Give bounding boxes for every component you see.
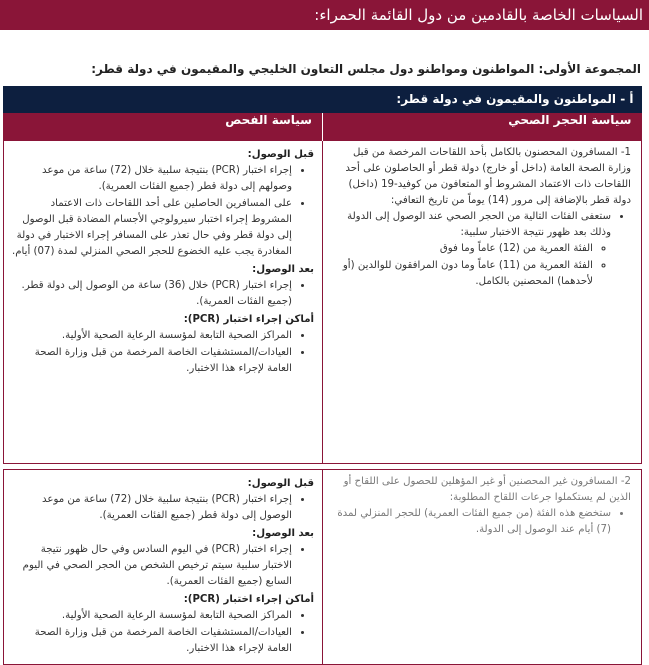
list-item: ◦ الفئة العمرية من (12) عاماً وما فوق	[331, 241, 593, 257]
list-item: • ستعفى الفئات التالية من الحجر الصحي عند الوصول إلى الدولة وذلك بعد ظهور نتيجة الاختبار سلبية: ◦ الفئة العمرية من (12) عاماً وما فوق ◦ الفئة العمرية من (11) عاماً وما دون المرافقون للوالدين (أو لأحدهما) المحصنين بالكامل.	[331, 209, 611, 290]
page-title-banner: السياسات الخاصة بالقادمين من دول القائمة الحمراء:	[0, 0, 649, 30]
list-item: • ستخضع هذه الفئة (من جميع الفئات العمرية) للحجر المنزلي لمدة (7) أيام عند الوصول إلى الدولة.	[331, 506, 611, 538]
col-header-quarantine: سياسة الحجر الصحي	[323, 113, 642, 141]
testing-cell	[3, 470, 322, 665]
list-item: • العيادات/المستشفيات الخاصة المرخصة من قبل وزارة الصحة العامة لإجراء هذا الاختبار.	[12, 345, 292, 377]
after-arrival-label: بعد الوصول:	[252, 528, 314, 539]
before-arrival-label: قبل الوصول:	[247, 478, 314, 489]
list-item: • العيادات/المستشفيات الخاصة المرخصة من قبل وزارة الصحة العامة لإجراء هذا الاختبار.	[12, 625, 292, 657]
list-item: • إجراء اختبار (PCR) بنتيجة سلبية خلال (72) ساعة من موعد الوصول إلى دولة قطر (جميع الفئات العمرية).	[12, 492, 292, 524]
list-item: • إجراء اختبار (PCR) في اليوم السادس وفي حال ظهور نتيجة الاختبار سلبية سيتم ترخيص الشخص من الحجر الصحي في اليوم السابع (جميع الفئات العمرية).	[12, 542, 292, 590]
after-arrival-label: بعد الوصول:	[252, 264, 314, 275]
quarantine-intro: 1- المسافرون المحصنون بالكامل بأحد اللقاحات المرخصة من قبل وزارة الصحة العامة (داخل أو خارج) دولة قطر أو الحاصلون على أحد اللقاحات ذات الاعتماد المشروط أو المتعافون من كوفيد-19 (داخل) دولة قطر بالإضافة إلى مرور (14) يوماً من تاريخ التعافي:	[345, 147, 631, 206]
testing-cell	[3, 141, 322, 464]
quarantine-cell	[323, 470, 642, 665]
quarantine-cell	[323, 141, 642, 464]
table-row	[3, 470, 641, 665]
list-item: • المراكز الصحية التابعة لمؤسسة الرعاية الصحية الأولية.	[12, 328, 292, 344]
test-places-label: أماكن إجراء اختبار (PCR):	[183, 594, 314, 605]
list-item: • المراكز الصحية التابعة لمؤسسة الرعاية الصحية الأولية.	[12, 608, 292, 624]
policy-table	[4, 86, 642, 665]
section-title: أ - المواطنون والمقيمون في دولة قطر:	[3, 86, 641, 113]
list-item: • على المسافرين الحاصلين على أحد اللقاحات ذات الاعتماد المشروط إجراء اختبار سيرولوجي الأجسام المضادة قبل الوصول إلى دولة قطر وفي حال تعذر على المسافر إجراء الاختبار في دولة المغادرة يجب عليه الخضوع للحجر الصحي المنزلي لمدة (07) أيام.	[12, 196, 292, 260]
list-item: ◦ الفئة العمرية من (11) عاماً وما دون المرافقون للوالدين (أو لأحدهما) المحصنين بالكامل.	[331, 258, 593, 290]
table-row	[3, 141, 641, 464]
quarantine-intro: 2- المسافرون غير المحصنين أو غير المؤهلين للحصول على اللقاح أو الذين لم يستكملوا جرعات اللقاح المطلوبة:	[343, 476, 631, 503]
group-title: المجموعة الأولى: المواطنون ومواطنو دول مجلس التعاون الخليجي والمقيمون في دولة قطر:	[91, 62, 641, 76]
test-places-label: أماكن إجراء اختبار (PCR):	[183, 314, 314, 325]
list-item: • إجراء اختبار (PCR) بنتيجة سلبية خلال (72) ساعة من موعد وصولهم إلى دولة قطر (جميع الفئات العمرية).	[12, 163, 292, 195]
col-header-testing: سياسة الفحص	[3, 113, 322, 141]
list-item: • إجراء اختبار (PCR) خلال (36) ساعة من الوصول إلى دولة قطر. (جميع الفئات العمرية).	[12, 278, 292, 310]
before-arrival-label: قبل الوصول:	[247, 149, 314, 160]
